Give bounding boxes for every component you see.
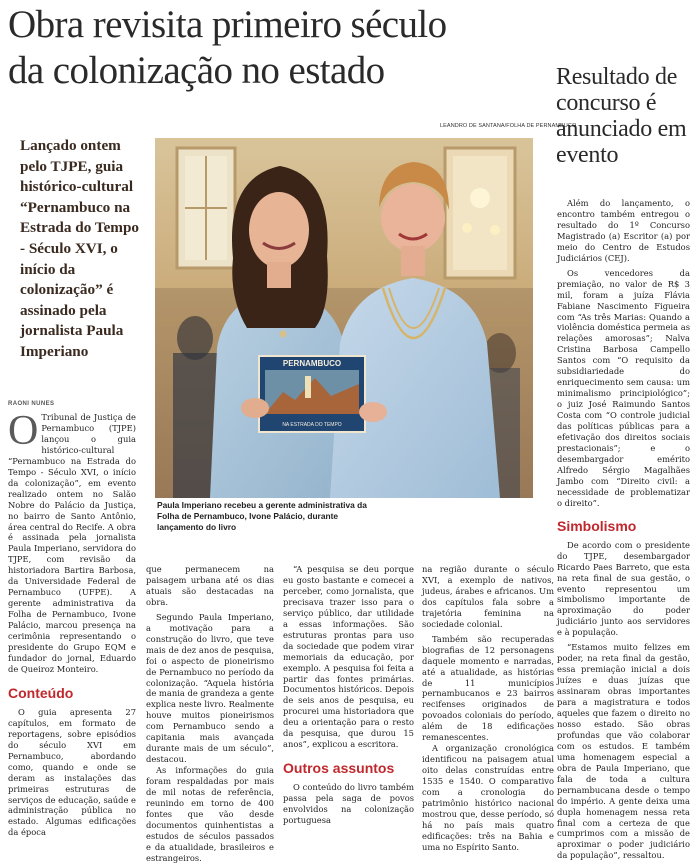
photo-illustration [155, 138, 533, 498]
paragraph: A organização cronológica identificou na paisagem atual oito delas construídas entre 1535 e 1540. O comparativo com a cronologia do patrimônio histórico nacional mostrou que, desse período, só há no país mais quatro edificações: três na Bahia e uma no Espírito Santo. [422, 743, 554, 852]
headline-line-2: da colonização no estado [8, 49, 385, 92]
column-5 [557, 198, 690, 861]
column-3 [283, 564, 414, 826]
photo [155, 138, 533, 498]
column-2 [146, 564, 274, 864]
paragraph: na região durante o século XVI, a exemplo de nativos, judeus, árabes e africanos. Um dos capítulos fala sobre a trajetória feminina na sociedade colonial. [422, 564, 554, 629]
photo-credit: LEANDRO DE SANTANA/FOLHA DE PERNAMBUCO [440, 123, 577, 129]
byline: RAONI NUNES [8, 401, 55, 407]
paragraph: Segundo Paula Imperiano, a motivação para a construção do livro, que teve mais de dez anos de pesquisa, foi o aspecto de pioneirismo de Pernambuco no período da colonização. “Aquela história de mania de grandeza a gente explica neste livro. Realmente houve muitos pioneirismos com Pernambuco sendo a capitania mais avançada durante mais de um século”, destacou. [146, 611, 274, 765]
paragraph: As informações do guia foram respaldadas por mais de mil notas de referência, reunindo em torno de 400 fontes que vão desde documentos quinhentistas a estudos de séculos passados e da atualidade, brasileiros e estrangeiros. [146, 765, 274, 863]
book-subtitle: NA ESTRADA DO TEMPO [282, 422, 342, 428]
paragraph: Também são recuperadas biografias de 12 personagens daquele momento e narradas, até a atualidade, as histórias de 11 municípios pernambucanos e 23 bairros recifenses originados de povoados coloniais do período, além de 18 edificações remanescentes. [422, 633, 554, 743]
headline-line-1: Obra revisita primeiro século [8, 3, 447, 46]
paragraph: O conteúdo do livro também passa pela saga de povos envolvidos na colonização portuguesa [283, 782, 414, 826]
paragraph: “A pesquisa se deu porque eu gosto bastante e comecei a perceber, como jornalista, que precisava trazer isso para o serviço público, dar utilidade a essas informações. São estruturas prontas para uso da sociedade que podem virar memoriais da educação, por exemplo. A pesquisa foi feita a partir das fontes primárias. Documentos históricos. Depois de seis anos de pesquisa, eu procurei uma historiadora que deu a orientação para o resto da pesquisa, que durou 15 anos”, explicou a escritora. [283, 564, 414, 750]
column-1 [8, 408, 136, 838]
paragraph: De acordo com o presidente do TJPE, desembargador Ricardo Paes Barreto, que esta na reta final de sua gestão, o evento representou um simbolismo importante de aproximação do poder judiciário junto aos servidores e à população. [557, 539, 690, 638]
photo-caption: Paula Imperiano recebeu a gerente administrativa da Folha de Pernambuco, Ivone Palácio, durante lançamento do livro [157, 500, 367, 532]
column-4 [422, 564, 554, 853]
book [259, 356, 365, 432]
book-title: PERNAMBUCO [282, 359, 342, 368]
paragraph-text: Tribunal de Justiça de Pernambuco (TJPE) lançou o guia histórico-cultural “Pernambuco na Estrada do Tempo - Século XVI, o início da colonização”, em evento realizado ontem no Salão Nobre do Palácio da Justiça, no bairro de Santo Antônio, área central do Recife. A obra é assinada pela jornalista Paula Imperiano, servidora do TJPE, com revisão da historiadora Bartira Barbosa, da Universidade Federal de Pernambuco (UFPE). A gerente administrativa da Folha de Pernambuco, Ivone Palácio, marcou presença na cerimônia representando o presidente do Grupo EQM e fundador do jornal, Eduardo de Queiroz Monteiro. [8, 412, 136, 674]
paragraph: que permanecem na paisagem urbana até os dias atuais são destacadas na obra. [146, 564, 274, 607]
side-headline: Resultado de concurso é anunciado em evento [556, 64, 687, 168]
section-heading-simbolismo: Simbolismo [557, 517, 637, 534]
paragraph: “Estamos muito felizes em poder, na reta final da gestão, essa premiação inicial a dois juízes e duas juízas que assinaram obras importantes para a magistratura e todos aqueles que fazem o direito no nosso estado. São obras profundas que vão colaborar com os estudos. E também uma homenagem especial a obra de Paula Imperiano, que fala de toda a cultura pernambucana desde o tempo do império. A gente deixa uma dupla homenagem nessa reta final com a certeza de que cumprimos com a missão de aproximar o poder judiciário da população”, ressaltou. [557, 642, 690, 861]
drop-cap: O [8, 408, 39, 454]
paragraph: Além do lançamento, o encontro também entregou o resultado do 1º Concurso Magistrado (a) Escritor (a) por meio do Centro de Estudos Judiciários (CEJ). [557, 198, 690, 263]
deck: Lançado ontem pelo TJPE, guia histórico-cultural “Pernambuco na Estrada do Tempo - Século XVI, o início da colonização” é assinado pela jornalista Paula Imperiano [20, 137, 139, 360]
section-heading-outros-assuntos: Outros assuntos [283, 760, 395, 777]
paragraph: Os vencedores da premiação, no valor de R$ 3 mil, foram a juíza Flávia Fabiane Nascimento Figueira com “As três Marias: Quando a violência doméstica permeia as relações amorosas”; Nalva Cristina Barbosa Campello Santos com “O requisito da subsidiariedade do enriquecimento sem causa: um minimalismo principiológico”; o juiz José Raimundo Santos Costa com “O controle judicial das políticas públicas para a efetivação dos direitos sociais prestacionais”; e o desembargador emérito Alfredo Sérgio Magalhães Jambo com “Direito civil: a necessidade de problematizar o direito”. [557, 267, 690, 508]
section-heading-conteudo: Conteúdo [8, 684, 74, 701]
paragraph [8, 408, 136, 675]
headline [8, 2, 553, 94]
paragraph: O guia apresenta 27 capítulos, em formato de reportagens, sobre episódios do século XVI em Pernambuco, abordando como, quando e onde se deram as instalações das primeiras estruturas de serviços de educação, saúde e administração pública no estado. Algumas edificações da época [8, 706, 136, 838]
